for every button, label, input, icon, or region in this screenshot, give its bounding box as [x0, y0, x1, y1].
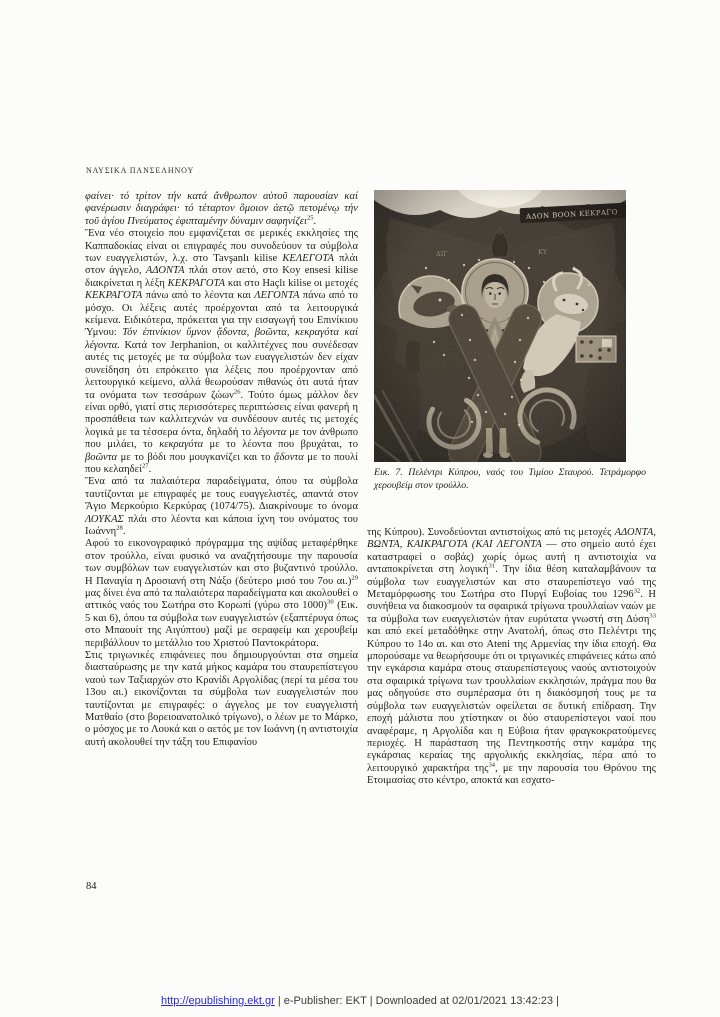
- footer-text: | e-Publisher: EKT | Downloaded at 02/01/2021 13:42:23 |: [274, 995, 559, 1007]
- paragraph: Στις τριγωνικές επιφάνειες που δημιουργούνται στα σημεία διασταύρωσης με την κατά μήκος καμάρα του σταυρεπίστεγου ναού των Ταξιαρχών στο Κρανίδι Αργολίδας (περί τα μέσα του 13ου αι.) εικονίζονται τα σύμβολα των ευαγγελιστών που ταυτίζονται με επιγραφές: ο άγγελος με τον ευαγγελιστή Ματθαίο (στο βορειοανατολικό τρίγωνο), ο λέων με το Μάρκο, ο μόσχος με το Λουκά και ο αετός με τον Ιωάννη (η αντιστοιχία αυτή ακολουθεί την τάξη του Επιφανίου: [85, 650, 358, 748]
- paragraph: Ἕνα από τα παλαιότερα παραδείγματα, όπου τα σύμβολα ταυτίζονται με επιγραφές με τους ευαγγελιστές, απαντά στον Ἅγιο Μερκούριο Κερκύρας (1074/75). Διακρίνουμε το όνομα ΛΟΥΚΑΣ πλάι στο λέοντα και κάποια ίχνη του ονόματος του Ιωάννη$^{28}$.: [85, 476, 358, 537]
- running-header-author: ΝΑΥΣΙΚΑ ΠΑΝΣΕΛΗΝΟΥ: [86, 166, 195, 175]
- download-footer: [0, 995, 720, 1007]
- paragraph: φαίνει· τό τρίτον τήν κατά ἄνθρωπον αὐτοῦ παρουσίαν καί φανέρωσιν διαγράφει· τό τέταρτον ὅμοιον ἀετῷ πετομένῳ τήν τοῦ ἁγίου Πνεύματος ἐφιπταμένην δύναμιν σαφηνίζει$^{25}$.: [85, 191, 358, 227]
- figure-7-caption: Εικ. 7. Πελέντρι Κύπρου, ναός του Τιμίου Σταυρού. Τετράμορφο χερουβείμ στον τρούλλο.: [374, 467, 646, 492]
- text-column-left: [85, 191, 358, 749]
- paragraph: της Κύπρου). Συνοδεύονται αντιστοίχως από τις μετοχές ΑΔΟΝΤΑ, ΒΩΝΤΑ, ΚΑΙΚΡΑΓΟΤΑ (ΚΑΙ ΛΕΓΟΝΤΑ — στο σημείο αυτό έχει καταστραφεί ο σοβάς) χωρίς όμως αυτή η αντιστοιχία να ανταποκρίνεται στη λογική$^{31}$. Την ίδια θέση καταλαμβάνουν τα σύμβολα των ευαγγελιστών και στο σταυρεπίστεγο ναό της Μεταμόρφωσης του Σωτήρα στο Πυργί Ευβοίας του 1296$^{32}$. Η συνήθεια να διακοσμούν τα σφαιρικά τρίγωνα τρουλλαίων ναών με τα σύμβολα των ευαγγελιστών ήταν ευρύτατα γνωστή στη Δύση$^{33}$ και από εκεί μεταδόθηκε στην Ανατολή, όπως στο Πελέντρι της Κύπρου το 14ο αι. και στο Ateni της Αρμενίας την ίδια εποχή. Θα μπορούσαμε να θεωρήσουμε ότι οι τριγωνικές επιφάνειες κάτω από την εγκάρσια καμάρα στους σταυρεπίστεγους ναούς αντιστοιχούν στα σφαιρικά τρίγωνα των τρουλλαίων εκκλησιών, πράγμα που θα μας οδηγούσε στο συμπέρασμα ότι η διακόσμησή τους με τα σύμβολα των ευαγγελιστών οφείλεται σε δυτική επίδραση. Την εποχή μάλιστα που χτίστηκαν οι δύο σταυρεπίστεγοι ναοί που αναφέραμε, η Αργολίδα και η Εύβοια ήταν φραγκοκρατούμενες περιοχές. Η παράσταση της Πεντηκοστής στην καμάρα της εγκάρσιας κεραίας της αργολικής εκκλησίας, πέρα από το λειτουργικό χαρακτήρα της$^{34}$, με την παρουσία του Θρόνου της Ετοιμασίας στο κέντρο, αποκτά και εσχατο-: [367, 527, 657, 787]
- epublishing-link[interactable]: http://epublishing.ekt.gr: [161, 995, 275, 1007]
- figure-7: [374, 190, 626, 462]
- paragraph: Ἕνα νέο στοιχείο που εμφανίζεται σε μερικές εκκλησίες της Καππαδοκίας είναι οι επιγραφές που συνοδεύουν τα σύμβολα των ευαγγελιστών, λ.χ. στο Tavşanlı kilise ΚΕΛΕΓΟΤΑ πλάι στον άγγελο, ΑΔΟΝΤΑ πλάι στον αετό, στο Koy ensesi kilise διακρίνεται η λέξη ΚΕΚΡΑΓΟΤΑ και στο Haçlı kilise οι μετοχές ΚΕΚΡΑΓΟΤΑ πάνω από το λέοντα και ΛΕΓΟΝΤΑ πάνω από το μόσχο. Οι λέξεις αυτές προέρχονται από τα λειτουργικά κείμενα. Ειδικότερα, πρόκειται για την εισαγωγή του Επινίκιου Ύμνου: Τόν ἐπινίκιον ὕμνον ᾄδοντα, βοῶντα, κεκραγότα καί λέγοντα. Κατά τον Jerphanion, οι καλλιτέχνες που συνέδεσαν αυτές τις μετοχές με τα σύμβολα των ευαγγελιστών δεν είχαν συνείδηση ότι επρόκειτο για λέξεις που προέρχονταν από λειτουργικό κείμενο, αλλά θεωρούσαν πιθανώς ότι αυτά ήταν τα ονόματα των τεσσάρων ζώων$^{26}$. Τούτο όμως μάλλον δεν είναι ορθό, γιατί στις περισσότερες περιπτώσεις είναι φανερή η προσπάθεια των καλλιτεχνών να συνδέσουν αυτές τις μετοχές λογικά με τα τέσσερα όντα, δηλαδή το λέγοντα με τον άνθρωπο που μιλάει, το κεκραγότα με το λέοντα που βρυχάται, το βοῶντα με το βόδι που μουγκανίζει και το ᾄδοντα με το πουλί που κελαηδεί$^{27}$.: [85, 228, 358, 475]
- paragraph: Αφού το εικονογραφικό πρόγραμμα της αψίδας μεταφέρθηκε στον τρούλλο, είναι φυσικό να αναζητήσουμε την παρουσία των συμβόλων των ευαγγελιστών και στο βυζαντινό τρούλλο. Η Παναγία η Δροσιανή στη Νάξο (δεύτερο μισό του 7ου αι.)$^{29}$ μας δίνει ένα από τα παλαιότερα παραδείγματα και ακολουθεί ο αττικός ναός του Σωτήρα στο Κορωπί (γύρω στο 1000)$^{30}$ (Εικ. 5 και 6), όπου τα σύμβολα των ευαγγελιστών (εξαπτέρυγα όπως στο Μπαουίτ της Αιγύπτου) μαζί με σεραφείμ και χερουβείμ περιβάλλουν το μετάλλιο του Χριστού Παντοκράτορα.: [85, 538, 359, 649]
- page-number: 84: [86, 881, 97, 892]
- fresco-photo-icon: [374, 190, 626, 462]
- text-column-right: [367, 527, 656, 788]
